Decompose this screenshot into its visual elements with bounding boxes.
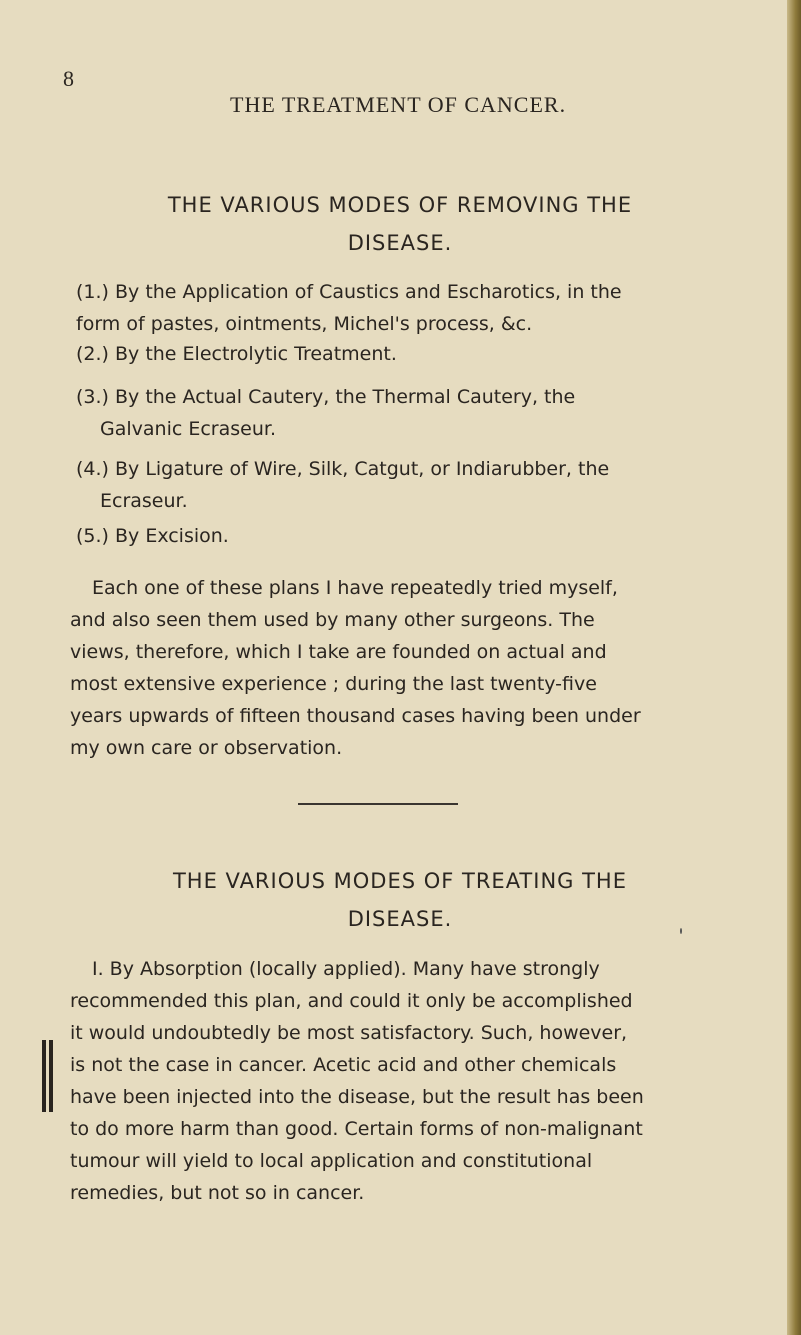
paragraph-line: and also seen them used by many other surgeons. The — [70, 609, 595, 631]
margin-mark — [42, 1040, 46, 1112]
paragraph-line: I. By Absorption (locally applied). Many have strongly — [92, 958, 600, 980]
list-item — [76, 276, 710, 340]
section2-heading-line2: DISEASE. — [347, 907, 453, 931]
section2-paragraph — [70, 953, 710, 1209]
section-divider — [298, 803, 458, 805]
margin-mark — [49, 1040, 53, 1112]
list-item — [76, 520, 710, 552]
item-number: (3.) — [76, 386, 109, 408]
section2-heading — [90, 862, 710, 938]
paragraph-line: to do more harm than good. Certain forms of non-malignant — [70, 1118, 643, 1140]
list-item — [76, 381, 710, 445]
paragraph-line: tumour will yield to local application and constitutional — [70, 1150, 593, 1172]
item-number: (4.) — [76, 458, 109, 480]
paragraph-line: my own care or observation. — [70, 737, 343, 759]
paragraph-line: years upwards of fifteen thousand cases having been under — [70, 705, 641, 727]
paragraph-line: most extensive experience ; during the last twenty-five — [70, 673, 597, 695]
item-continuation: Ecraseur. — [100, 490, 188, 512]
item-continuation: Galvanic Ecraseur. — [100, 418, 276, 440]
item-number: (5.) — [76, 525, 109, 547]
section2-heading-line1: THE VARIOUS MODES OF TREATING THE — [172, 869, 627, 893]
item-continuation: form of pastes, ointments, Michel's process, &c. — [76, 313, 533, 335]
section1-paragraph — [70, 572, 710, 764]
item-number: (1.) — [76, 281, 109, 303]
paragraph-line: remedies, but not so in cancer. — [70, 1182, 365, 1204]
page-number: 8 — [63, 66, 74, 91]
item-text: By the Actual Cautery, the Thermal Cautery, the — [115, 386, 576, 408]
item-text: By Excision. — [115, 525, 229, 547]
page-speck — [680, 928, 682, 934]
paragraph-line: it would undoubtedly be most satisfactory. Such, however, — [70, 1022, 628, 1044]
item-text: By Ligature of Wire, Silk, Catgut, or Indiarubber, the — [115, 458, 610, 480]
paragraph-line: recommended this plan, and could it only be accomplished — [70, 990, 633, 1012]
item-text: By the Electrolytic Treatment. — [115, 343, 397, 365]
item-number: (2.) — [76, 343, 109, 365]
running-head: THE TREATMENT OF CANCER. — [230, 92, 567, 117]
section1-heading-line1: THE VARIOUS MODES OF REMOVING THE — [167, 193, 633, 217]
list-item — [76, 453, 710, 517]
paragraph-line: is not the case in cancer. Acetic acid and other chemicals — [70, 1054, 617, 1076]
page-edge — [787, 0, 801, 1335]
paragraph-line: Each one of these plans I have repeatedly tried myself, — [92, 577, 618, 599]
section1-heading-line2: DISEASE. — [347, 231, 453, 255]
section1-heading — [90, 186, 710, 262]
paragraph-line: have been injected into the disease, but the result has been — [70, 1086, 644, 1108]
item-text: By the Application of Caustics and Escharotics, in the — [115, 281, 622, 303]
paragraph-line: views, therefore, which I take are founded on actual and — [70, 641, 607, 663]
list-item — [76, 338, 710, 370]
